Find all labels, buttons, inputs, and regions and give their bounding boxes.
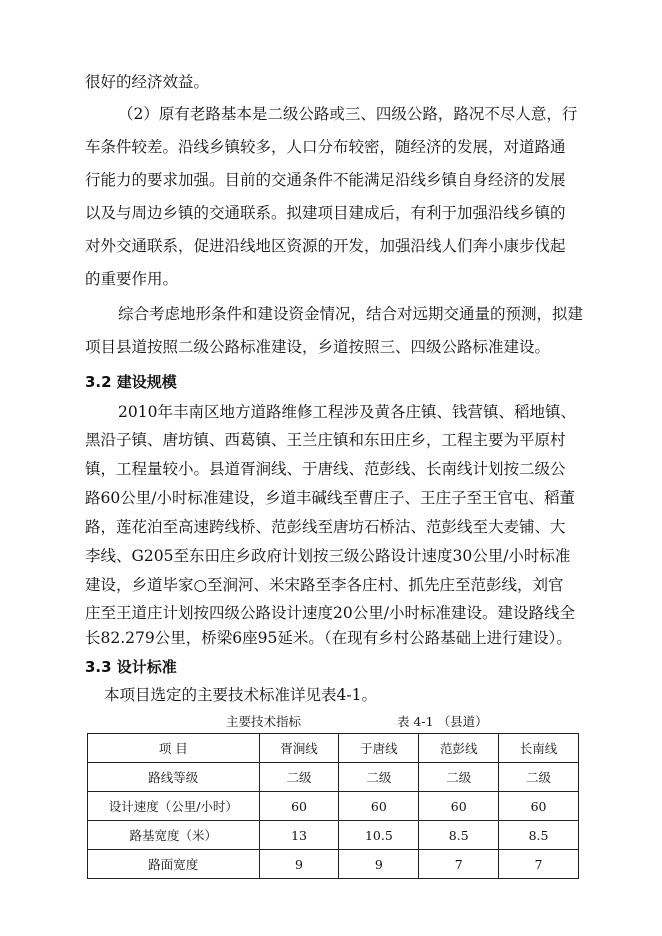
paragraph-line: 路，莲花泊至高速跨线桥、范彭线至唐坊石桥沽、范彭线至大麦铺、大: [85, 518, 566, 536]
table-cell: 7: [499, 850, 579, 879]
paragraph-line: 车条件较差。沿线乡镇较多，人口分布较密，随经济的发展，对道路通: [85, 138, 566, 156]
table-cell: 9: [339, 850, 419, 879]
paragraph-line: （2）原有老路基本是二级公路或三、四级公路，路况不尽人意，行: [118, 105, 578, 123]
table-cell: 10.5: [339, 821, 419, 850]
paragraph-line: 李线、G205至东田庄乡政府计划按三级公路设计速度30公里/小时标准: [85, 547, 571, 565]
table-cell: 13: [259, 821, 339, 850]
table-cell: 二级: [419, 763, 499, 792]
table-row: [88, 792, 579, 821]
paragraph-line: 镇，工程量较小。县道胥涧线、于唐线、范彭线、长南线计划按二级公: [85, 460, 566, 478]
table-header-cell: 长南线: [499, 734, 579, 763]
paragraph-line: 以及与周边乡镇的交通联系。拟建项目建成后，有利于加强沿线乡镇的: [85, 204, 566, 222]
paragraph-line: 长82.279公里，桥梁6座95延米。（在现有乡村公路基础上进行建设）。: [85, 629, 572, 647]
paragraph-line: 黑沿子镇、唐坊镇、西葛镇、王兰庄镇和东田庄乡，工程主要为平原村: [85, 431, 566, 449]
table-cell: 8.5: [419, 821, 499, 850]
paragraph-line: 的重要作用。: [85, 270, 179, 288]
table-cell: 60: [259, 792, 339, 821]
paragraph-line: 对外交通联系，促进沿线地区资源的开发，加强沿线人们奔小康步伐起: [85, 237, 566, 255]
paragraph-line: 2010年丰南区地方道路维修工程涉及黄各庄镇、钱营镇、稻地镇、: [118, 403, 576, 421]
paragraph-line: 建设，乡道毕家○至涧河、米宋路至李各庄村、抓先庄至范彭线，刘官: [85, 576, 564, 594]
table-header-row: [88, 734, 579, 763]
paragraph-line: 行能力的要求加强。目前的交通条件不能满足沿线乡镇自身经济的发展: [85, 171, 566, 189]
paragraph-line: 庄至王道庄计划按四级公路设计速度20公里/小时标准建设。建设路线全: [85, 604, 575, 622]
paragraph-line: 项目县道按照二级公路标准建设，乡道按照三、四级公路标准建设。: [85, 338, 551, 356]
paragraph-line: 综合考虑地形条件和建设资金情况，结合对远期交通量的预测，拟建: [118, 305, 584, 323]
table-cell: 路面宽度: [88, 850, 260, 879]
section-heading-3-2: 3.2 建设规模: [85, 373, 177, 391]
table-header-cell: 范彭线: [419, 734, 499, 763]
table-cell: 60: [339, 792, 419, 821]
table-header-cell: 胥涧线: [259, 734, 339, 763]
table-caption-number: 表 4-1 （县道）: [397, 714, 488, 729]
table-cell: 路基宽度（米）: [88, 821, 260, 850]
table-row: [88, 850, 579, 879]
table-caption-title: 主要技术指标: [226, 714, 302, 729]
table-cell: 60: [499, 792, 579, 821]
paragraph-line: 本项目选定的主要技术标准详见表4-1。: [104, 686, 377, 704]
table-cell: 路线等级: [88, 763, 260, 792]
table-row: [88, 763, 579, 792]
table-cell: 二级: [499, 763, 579, 792]
table-cell: 二级: [339, 763, 419, 792]
table-cell: 9: [259, 850, 339, 879]
table-cell: 60: [419, 792, 499, 821]
paragraph-line: 很好的经济效益。: [85, 73, 210, 91]
table-cell: 8.5: [499, 821, 579, 850]
table-cell: 设计速度（公里/小时）: [88, 792, 260, 821]
paragraph-line: 路60公里/小时标准建设，乡道丰碱线至曹庄子、王庄子至王官屯、稻董: [85, 489, 575, 507]
table-cell: 二级: [259, 763, 339, 792]
technical-standards-table: [87, 733, 579, 879]
table-header-cell: 于唐线: [339, 734, 419, 763]
section-heading-3-3: 3.3 设计标准: [85, 658, 177, 676]
table-row: [88, 821, 579, 850]
table-cell: 7: [419, 850, 499, 879]
table-header-cell: 项 目: [88, 734, 260, 763]
